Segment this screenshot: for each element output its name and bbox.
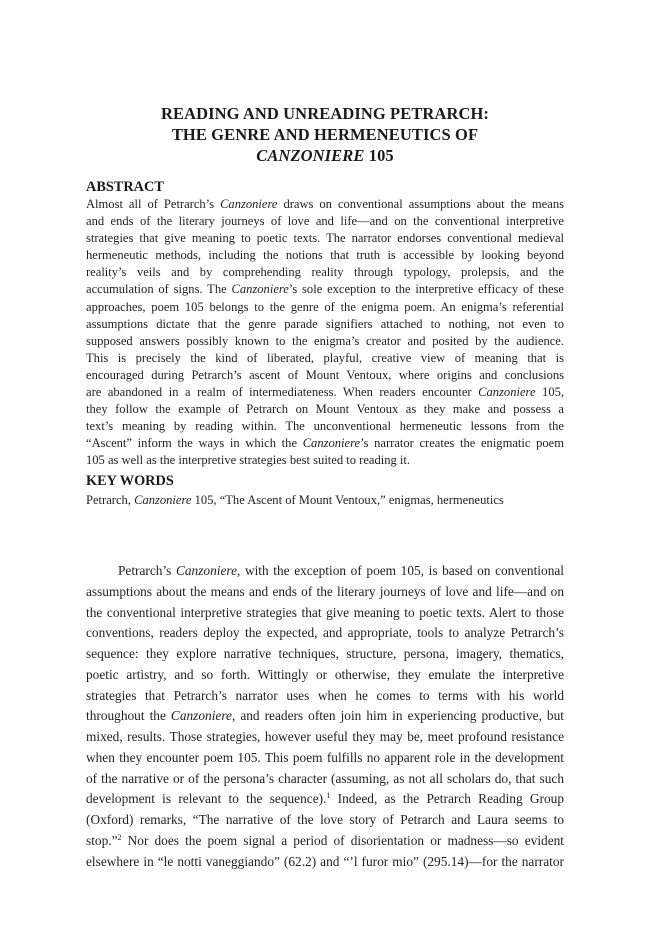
body-line-1: Petrarch’s Canzoniere, with the exception of poem 105, is based on conventional (118, 563, 564, 578)
italic-title: Canzoniere (478, 385, 536, 400)
abstract-line-13: they follow the example of Petrarch on Mount Ventoux as they make and possess a (86, 402, 564, 417)
italic-title: Canzoniere (231, 282, 289, 297)
body-line-6: poetic artistry, and so forth. Wittingly or otherwise, they emulate the interpretive (86, 666, 564, 682)
italic-title: Canzoniere (175, 563, 237, 578)
abstract-heading: ABSTRACT (86, 179, 164, 195)
body-line-5: sequence: they explore narrative techniques, structure, persona, imagery, thematics, (86, 646, 564, 661)
abstract-line-4: hermeneutic methods, including the notions that truth is accessible by looking beyond (86, 248, 564, 263)
abstract-line-11: encouraged during Petrarch’s ascent of Mount Ventoux, where origins and conclusions (86, 367, 564, 382)
abstract-line-5: reality’s veils and by comprehending reality through typology, prolepsis, and the (86, 265, 564, 280)
italic-title: Canzoniere (134, 493, 192, 507)
body-line-11: of the narrative or of the persona’s character (assuming, as not all scholars do, that such (86, 770, 564, 786)
title-line-2: THE GENRE AND HERMENEUTICS OF (171, 125, 479, 144)
italic-title: Canzoniere (302, 436, 361, 451)
body-line-2: assumptions about the means and ends of the literary journeys of love and life—and on (86, 583, 564, 599)
abstract-line-8: assumptions dictate that the genre parade signifiers attached to nothing, not even to (86, 316, 564, 331)
abstract-line-1: Almost all of Petrarch’s Canzoniere draws on conventional assumptions about the means (86, 197, 564, 211)
body-line-14: stop.”$^2$ Nor does the poem signal a period of disorientation or madness—so evident (86, 832, 564, 848)
main-body-text (86, 561, 564, 872)
body-line-15: elsewhere in “le notti vaneggiando” (62.2) and “’l furor mio” (295.14)—for the narrator (86, 853, 564, 869)
article-title (86, 103, 564, 166)
footnote-marker[interactable]: 2 (117, 832, 122, 842)
title-number: 105 (364, 146, 394, 165)
abstract-line-2: and ends of the literary journeys of love and life—and on the conventional interpretive (86, 214, 564, 229)
title-italic-word: CANZONIERE (256, 146, 365, 165)
abstract-body (86, 196, 564, 470)
keywords-heading: KEY WORDS (86, 473, 174, 489)
body-line-4: conventions, readers deploy the expected, and appropriate, tools to analyze Petrarch’s (86, 625, 564, 641)
body-line-13: (Oxford) remarks, “The narrative of the love story of Petrarch and Laura seems to (86, 812, 564, 827)
abstract-line-9: supposed answers possibly known to the enigma’s creator and posited by the audience. (86, 333, 564, 348)
body-line-10: when they encounter poem 105. This poem fulfills no apparent role in the development (86, 749, 564, 765)
abstract-line-12: are abandoned in a realm of intermediateness. When readers encounter Canzoniere 105, (86, 385, 564, 400)
title-line-1: READING AND UNREADING PETRARCH: (160, 104, 490, 123)
body-line-3: the conventional interpretive strategies that give meaning to poetic texts. Alert to those (86, 604, 564, 620)
abstract-line-6: accumulation of signs. The Canzoniere’s sole exception to the interpretive efficacy of these (86, 282, 564, 297)
abstract-line-15: “Ascent” inform the ways in which the Canzoniere’s narrator creates the enigmatic poem (86, 436, 564, 451)
abstract-line-16: 105 as well as the interpretive strategies best suited to reading it. (86, 453, 411, 468)
keywords-body (86, 492, 564, 509)
keywords-line: Petrarch, Canzoniere 105, “The Ascent of Mount Ventoux,” enigmas, hermeneutics (86, 493, 504, 507)
abstract-line-14: text’s meaning by reading within. The unconventional hermeneutic lessons from the (86, 419, 564, 434)
italic-title: Canzoniere (170, 708, 232, 724)
italic-title: Canzoniere (220, 197, 278, 211)
body-line-8: throughout the Canzoniere, and readers often join him in experiencing productive, but (86, 708, 564, 724)
body-line-9: mixed, results. Those strategies, however useful they may be, meet profound resistance (86, 729, 564, 744)
footnote-marker[interactable]: 1 (326, 791, 331, 801)
body-line-12: development is relevant to the sequence).$^1$ Indeed, as the Petrarch Reading Group (86, 791, 564, 807)
title-line-3 (86, 145, 564, 166)
abstract-line-10: This is precisely the kind of liberated, playful, creative view of meaning that is (86, 350, 564, 365)
abstract-line-7: approaches, poem 105 belongs to the genre of the enigma poem. An enigma’s referential (86, 299, 564, 314)
abstract-line-3: strategies that give meaning to poetic texts. The narrator endorses conventional medieval (86, 231, 564, 246)
body-line-7: strategies that Petrarch’s narrator uses when he comes to terms with his world (86, 687, 564, 703)
